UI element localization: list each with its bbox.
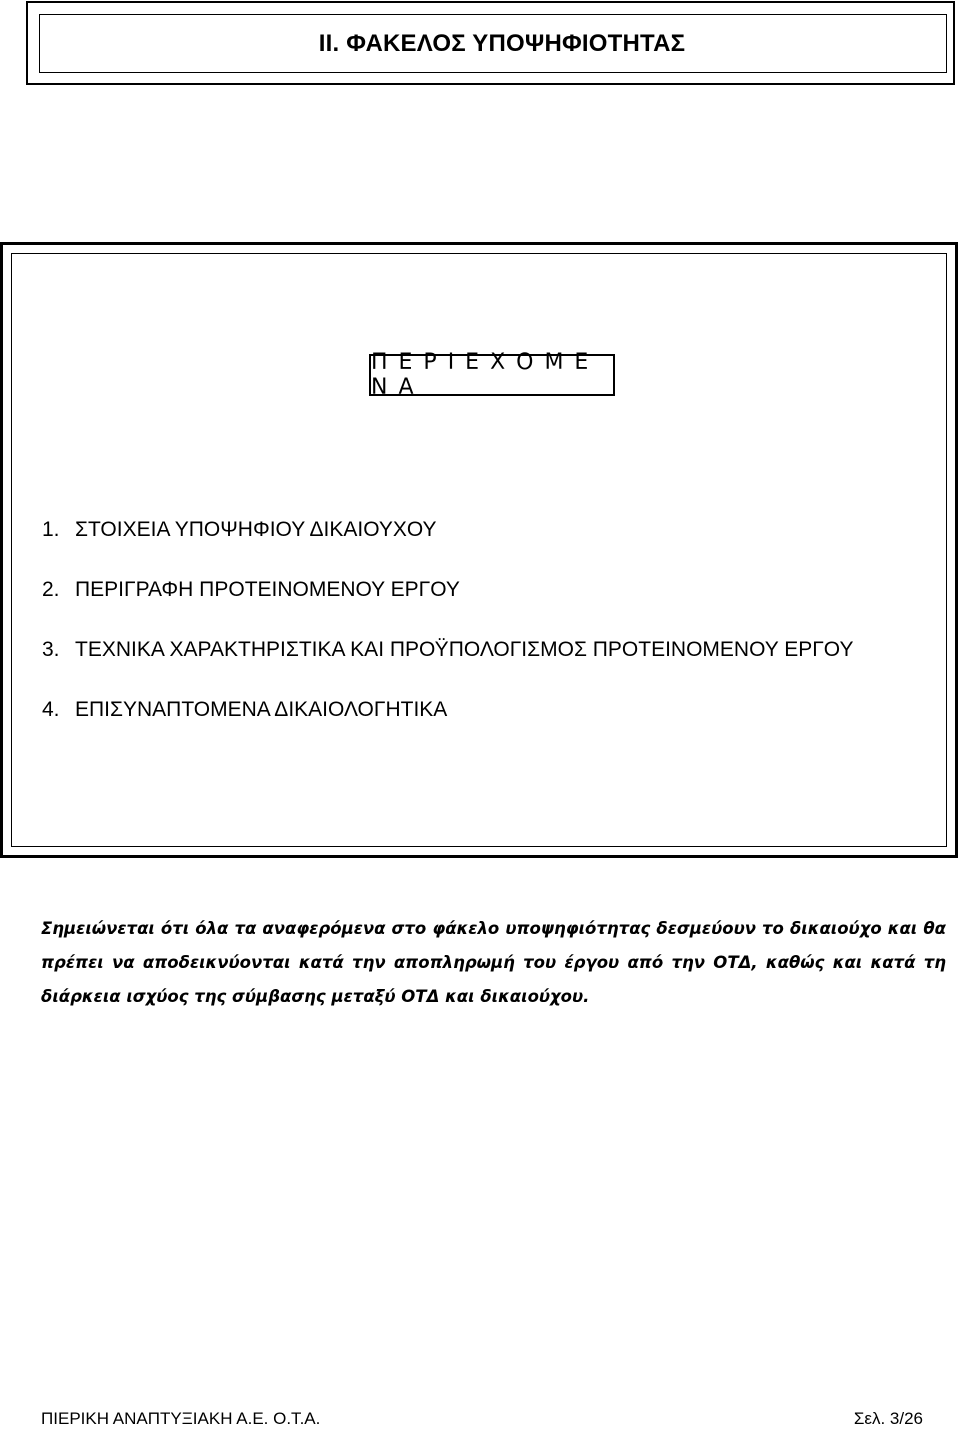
toc-item-4 <box>42 680 853 740</box>
toc-item-label: ΤΕΧΝΙΚΑ ΧΑΡΑΚΤΗΡΙΣΤΙΚΑ ΚΑΙ ΠΡΟΫΠΟΛΟΓΙΣΜΟΣ ΠΡΟΤΕΙΝΟΜΕΝΟΥ ΕΡΓΟΥ <box>75 638 854 661</box>
toc-item-2 <box>42 560 853 620</box>
title-box-inner <box>39 14 947 73</box>
contents-box-inner <box>11 253 947 847</box>
footer-organization: ΠΙΕΡΙΚΗ ΑΝΑΠΤΥΞΙΑΚΗ Α.Ε. Ο.Τ.Α. <box>41 1409 321 1428</box>
toc-item-label: ΠΕΡΙΓΡΑΦΗ ΠΡΟΤΕΙΝΟΜΕΝΟΥ ΕΡΓΟΥ <box>75 578 460 601</box>
contents-heading: Π Ε Ρ Ι Ε Χ Ο Μ Ε Ν Α <box>369 354 615 396</box>
page-footer <box>41 1409 923 1433</box>
toc-item-number: 4. <box>42 698 60 721</box>
table-of-contents <box>42 500 853 740</box>
toc-item-number: 3. <box>42 638 60 661</box>
toc-item-label: ΣΤΟΙΧΕΙΑ ΥΠΟΨΗΦΙΟΥ ΔΙΚΑΙΟΥΧΟΥ <box>75 518 437 541</box>
contents-box <box>0 242 958 858</box>
toc-item-number: 2. <box>42 578 60 601</box>
note-paragraph: Σημειώνεται ότι όλα τα αναφερόμενα στο φάκελο υποψηφιότητας δεσμεύουν το δικαιούχο και θα πρέπει να αποδεικνύονται κατά την αποπληρωμή του έργου από την ΟΤΔ, καθώς και κατά τη διάρκεια ισχύος της σύμβασης μεταξύ ΟΤΔ και δικαιούχου. <box>41 919 946 1006</box>
toc-item-number: 1. <box>42 518 60 541</box>
toc-item-1 <box>42 500 853 560</box>
footer-page-number: Σελ. 3/26 <box>853 1409 923 1428</box>
toc-item-3 <box>42 620 853 680</box>
title-box <box>26 1 955 85</box>
document-title: ΙΙ. ΦΑΚΕΛΟΣ ΥΠΟΨΗΦΙΟΤΗΤΑΣ <box>318 29 686 57</box>
toc-item-label: ΕΠΙΣΥΝΑΠΤΟΜΕΝΑ ΔΙΚΑΙΟΛΟΓΗΤΙΚΑ <box>75 698 448 721</box>
